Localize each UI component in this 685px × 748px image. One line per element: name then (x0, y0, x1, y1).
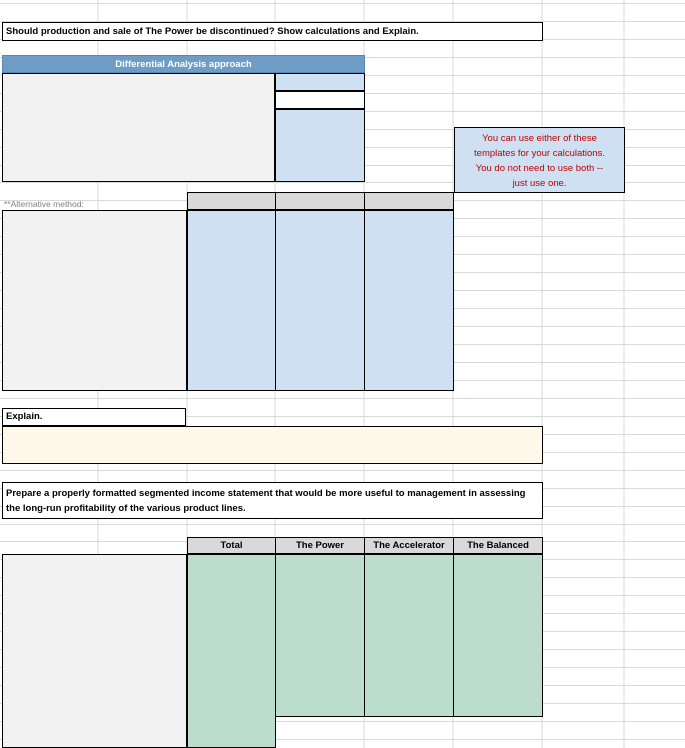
question-discontinue-power: Should production and sale of The Power be discontinued? Show calculations and Explain. (2, 22, 543, 41)
template-note (454, 127, 625, 193)
column-header-the-accelerator: The Accelerator (364, 537, 454, 554)
differential-analysis-header: Differential Analysis approach (2, 55, 365, 73)
differential-input-cell-2[interactable] (275, 91, 365, 109)
column-header-the-power: The Power (275, 537, 365, 554)
alt-input-column-1[interactable] (187, 210, 276, 391)
segmented-input-the-balanced[interactable] (453, 554, 543, 717)
differential-input-cell-1[interactable] (275, 73, 365, 91)
note-line: templates for your calculations. (474, 148, 605, 159)
alt-header-cell-1[interactable] (187, 192, 276, 210)
explain-label: Explain. (2, 408, 186, 426)
differential-input-block[interactable] (275, 109, 365, 182)
note-line: You do not need to use both -- (475, 163, 604, 174)
segmented-input-the-power[interactable] (275, 554, 365, 717)
alt-label-area[interactable] (2, 210, 187, 391)
explain-input-box[interactable] (2, 426, 543, 464)
segmented-input-the-accelerator[interactable] (364, 554, 454, 717)
column-header-the-balanced: The Balanced (453, 537, 543, 554)
differential-label-area[interactable] (2, 73, 275, 182)
question2-line: the long-run profitability of the various product lines. (6, 503, 246, 514)
segmented-input-total[interactable] (187, 554, 276, 748)
alternative-method-label: **Alternative method: (4, 199, 84, 209)
alt-input-column-2[interactable] (275, 210, 365, 391)
question2-line: Prepare a properly formatted segmented income statement that would be more useful to management in assessing (6, 488, 526, 499)
column-header-total: Total (187, 537, 276, 554)
alt-header-cell-2[interactable] (275, 192, 365, 210)
question-segmented-statement (2, 482, 543, 519)
segmented-label-area[interactable] (2, 554, 187, 748)
alt-input-column-3[interactable] (364, 210, 454, 391)
alt-header-cell-3[interactable] (364, 192, 454, 210)
note-line: You can use either of these (482, 133, 597, 144)
note-line: just use one. (512, 178, 567, 189)
